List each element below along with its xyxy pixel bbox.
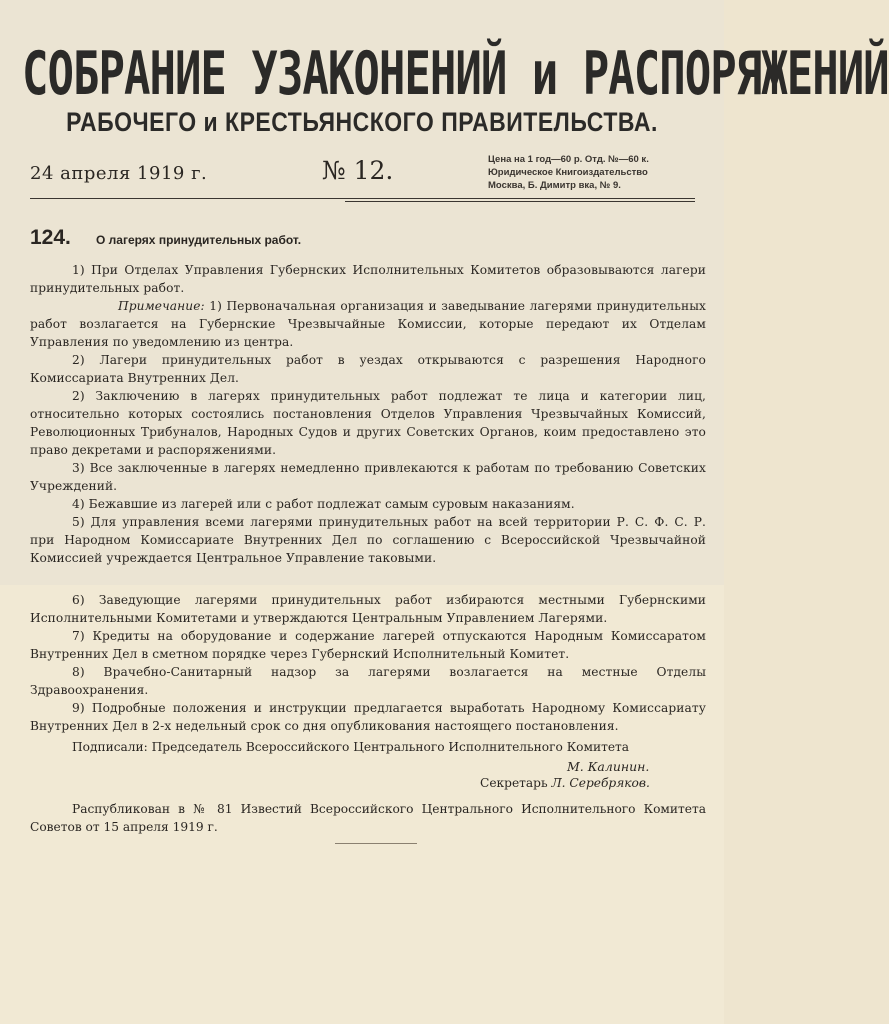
header-rule-second (345, 201, 695, 202)
address-line: Москва, Б. Димитр вка, № 9. (488, 180, 621, 191)
issue-date: 24 апреля 1919 г. (30, 163, 208, 184)
paragraph-5: 5) Для управления всеми лагерями принудительных работ на всей территории Р. С. Ф. С. Р. при Народном Комиссариате Внутренних Дел по соглашению с Всероссийской Чрезвычайной Комиссией учреждается Центральное Управление таковыми. (30, 515, 706, 565)
republication-text: Распубликован в № 81 Известий Всероссийского Центрального Исполнительного Комитета Советов от 15 апреля 1919 г. (30, 802, 706, 834)
issue-number: № 12. (322, 156, 394, 185)
paragraph-3: 3) Все заключенные в лагерях немедленно привлекаются к работам по требованию Советских Учреждений. (30, 461, 706, 493)
masthead-subtitle: РАБОЧЕГО и КРЕСТЬЯНСКОГО ПРАВИТЕЛЬСТВА. (66, 106, 658, 137)
article-body-upper (30, 261, 706, 567)
price-line: Цена на 1 год—60 р. Отд. №—60 к. (488, 154, 649, 165)
paragraph-1: 1) При Отделах Управления Губернских Исполнительных Комитетов образовываются лагери принудительных работ. (30, 263, 706, 295)
paragraph-4: 4) Бежавшие из лагерей или с работ подлежат самым суровым наказаниям. (72, 497, 575, 511)
article-body-lower (30, 591, 706, 735)
chairman-signature: М. Калинин. (567, 759, 650, 774)
paragraph-7: 7) Кредиты на оборудование и содержание лагерей отпускаются Народным Комиссаратом Внутренних Дел в сметном порядке через Губернский Исполнительный Комитет. (30, 629, 706, 661)
paragraph-8: 8) Врачебно-Санитарный надзор за лагерями возлагается на местные Отделы Здравоохранения. (30, 665, 706, 697)
paragraph-2: 2) Заключению в лагерях принудительных работ подлежат те лица и категории лиц, относительно которых состоялись постановления Отделов Управления Чрезвычайных Комиссий, Революционных Трибуналов, Народных Судов и других Советских Органов, коим предоставлено это право декретами и распоряжениями. (30, 389, 706, 457)
republication-note (30, 800, 706, 836)
note-label: Примечание: (118, 299, 205, 313)
closing-rule (335, 843, 417, 844)
note-text: 1) Первоначальная организация и заведывание лагерями принудительных работ возлагается на Губернские Чрезвычайные Комиссии, которые передают их Отделам Управления по уведомлению из центра. (30, 299, 706, 349)
article-title: О лагерях принудительных работ. (96, 233, 302, 247)
article-number: 124. (30, 226, 71, 249)
masthead-title: СОБРАНИЕ УЗАКОНЕНИЙ и РАСПОРЯЖЕНИЙ (22, 40, 889, 109)
price-info (488, 153, 718, 192)
note-item-2: 2) Лагери принудительных работ в уездах открываются с разрешения Народного Комиссариата Внутренних Дел. (30, 353, 706, 385)
paragraph-9: 9) Подробные положения и инструкции предлагается выработать Народному Комиссариату Внутренних Дел в 2-х недельный срок со дня опубликования настоящего постановления. (30, 701, 706, 733)
publisher-line: Юридическое Книгоиздательство (488, 167, 648, 178)
paragraph-6: 6) Заведующие лагерями принудительных работ избираются местными Губернскими Исполнительными Комитетами и утверждаются Центральным Управлением Лагерями. (30, 593, 706, 625)
note-paragraph (30, 297, 706, 351)
signatures-line: Подписали: Председатель Всероссийского Центрального Исполнительного Комитета (72, 740, 630, 754)
secretary-signature (480, 776, 650, 790)
header-rule (30, 198, 695, 199)
secretary-name: Л. Серебряков. (551, 776, 650, 790)
secretary-title: Секретарь (480, 776, 548, 790)
